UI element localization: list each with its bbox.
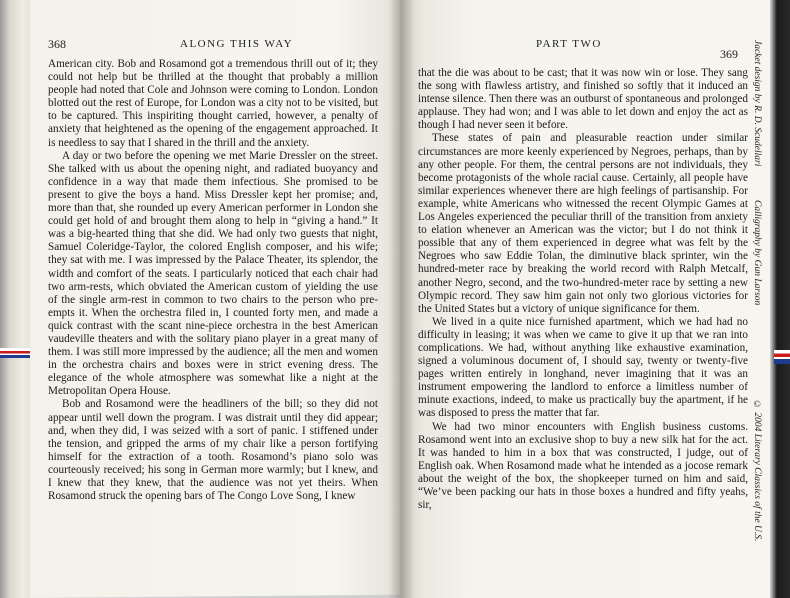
- paragraph: Bob and Rosamond were the headliners of the bill; so they did not appear until well down the program. I was distrait until they did appear; and, when they did, I was seized with a sort of panic. I stiffened under the tension, and gripped the arms of my chair like a person fortifying himself for the extraction of a tooth. Rosamond’s piano solo was courteously received; his song in German more warmly; but I knew, and I knew that they knew, that the audience was not yet theirs. When Rosamond struck the opening bars of The Congo Love Song, I knew: [48, 398, 378, 503]
- right-page-number: 369: [720, 47, 738, 61]
- right-page-body: [418, 67, 748, 512]
- left-page-body: [48, 58, 378, 503]
- left-flag-stripe: [0, 348, 30, 358]
- left-page-edges: [0, 0, 32, 598]
- paragraph: A day or two before the opening we met Marie Dressler on the street. She talked with us about the opening night, and radiated buoyancy and confidence in a way that made them infectious. She promised to be present to give the boys a hand. Miss Dressler kept her promise; and, more than that, she rounded up every American performer in London she could get hold of and brought them along to help in “giving a hand.” It was a big-hearted thing that she did. We had only two guests that night, Samuel Coleridge-Taylor, the colored English composer, and his wife; they sat with me. I was impressed by the Palace Theater, its splendor, the width and comfort of the seats. I particularly noticed that each chair had two arm-rests, which obviated the American custom of yielding the use of the single arm-rest in common to two chairs to the person who pre-empts it. When the orchestra filed in, I counted forty men, and made a quick contrast with the scant nine-piece orchestra in the best American vaudeville theaters and with the solitary piano player in a great many of them. I was still more impressed by the audience; all the men and women in the orchestra chairs and boxes were in strict evening dress. The elegance of the whole atmosphere was somewhat like a night at the Metropolitan Opera House.: [48, 149, 378, 398]
- paragraph: These states of pain and pleasurable reaction under similar circumstances are more keenly experienced by Negroes, perhaps, than by any other people. For them, the central persons are not individuals, they become protagonists of the whole racial cause. Certainly, all people have similar experiences whenever there are high feelings of partisanship. For example, white Americans who witnessed the recent Olympic Games at Los Angeles experienced the peculiar thrill of the transition from anxiety to elation whenever an American was the victor; but I do not think it possible that any of them experienced in degree what was felt by the Negroes who saw Eddie Tolan, the diminutive black sprinter, win the hundred-meter race by breaking the world record with Ralph Metcalf, another Negro, second, and the two-hundred-meter race by setting a new Olympic record. They saw him gain not only two glorious victories for the United States but a victory of unique significance for them.: [418, 132, 748, 315]
- paragraph: We had two minor encounters with English business customs. Rosamond went into an exclusive shop to buy a new silk hat for the act. It was handed to him in a box that was constructed, I judge, out of English oak. When Rosamond made what he intended as a jocose remark about the weight of the box, the shopkeeper turned on him and said, “We’ve been packing our hats in those boxes a hundred and fifty yeahs, sir,: [418, 420, 748, 512]
- back-cover: [770, 0, 790, 598]
- right-flag-stripe: [774, 350, 790, 364]
- left-page-number: 368: [48, 37, 66, 51]
- left-running-head: ALONG THIS WAY: [180, 38, 294, 50]
- spine-gutter: [388, 0, 414, 598]
- copyright-note: © 2004 Literary Classics of the U.S.: [752, 400, 762, 542]
- paragraph: American city. Bob and Rosamond got a tremendous thrill out of it; they could not help but be thrilled at the thought that probably a million people had noted that Cole and Johnson were coming to London. London blotted out the rest of Europe, for London was a city not to be visited, but to be captured. This inspiriting thought carried, however, a penalty of anxiety that heightened as the opening of the engagement approached. It is needless to say that I shared in the thrill and the anxiety.: [48, 58, 378, 149]
- paragraph: We lived in a quite nice furnished apartment, which we had had no difficulty in leasing; it was when we came to give it up that we ran into complications. We had, without anything like exhaustive examination, signed a voluminous document of, I should say, twenty or twenty-five pages written entirely in longhand, never imagining that it was an instrument empowering the landlord to enforce a limitless number of minute exactions, indeed, to make us practically buy the apartment, if he was disposed to press the matter that far.: [418, 315, 748, 420]
- calligraphy-credit: Calligraphy by Gun Larson: [752, 200, 762, 306]
- jacket-credit: Jacket design by R. D. Scudellari: [752, 40, 762, 167]
- right-running-head: PART TWO: [536, 38, 602, 50]
- paragraph: that the die was about to be cast; that it was now win or lose. They sang the song with flawless artistry, and finished so softly that it induced an intense silence. Then there was an outburst of spontaneous and prolonged applause. They had won; and I was able to let down and enjoy the act as though I had never seen it before.: [418, 67, 748, 132]
